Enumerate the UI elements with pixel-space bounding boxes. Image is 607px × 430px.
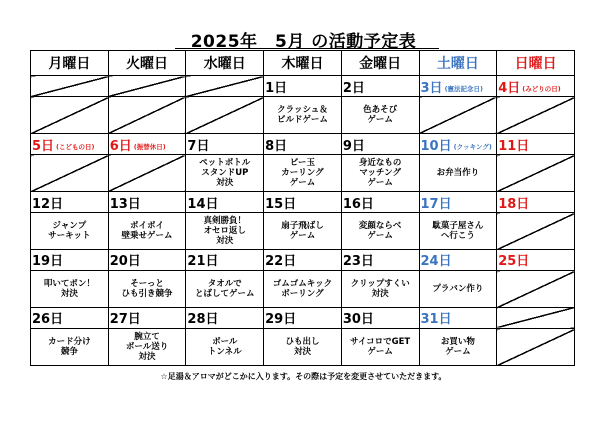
activity-cell-wednesday	[186, 97, 264, 134]
weekday-wednesday: 水曜日	[186, 51, 264, 76]
activity-cell-friday	[341, 329, 419, 366]
footnote: ☆足湯＆アロマがどこかに入ります。その際は予定を変更させていただきます。	[160, 372, 447, 381]
activity-text: カード分け 競争	[48, 337, 91, 357]
weekday-monday: 月曜日	[31, 51, 109, 76]
date-cell-sunday	[497, 249, 575, 270]
date-number: 15日	[265, 196, 297, 212]
activity-text: クラッシュ＆ ビルドゲーム	[277, 105, 328, 126]
date-number: 30日	[342, 312, 374, 328]
date-cell-friday	[341, 249, 419, 270]
page-title: 2025年 5月 の活動予定表	[190, 32, 417, 52]
activity-cell-friday	[341, 155, 419, 192]
activity-text: お弁当作り	[436, 168, 480, 179]
date-number: 7日	[187, 138, 210, 154]
activity-cell-tuesday	[108, 329, 186, 366]
activity-text: ポイポイ 壁乗せゲーム	[121, 221, 173, 241]
activity-cell-thursday	[264, 213, 342, 250]
holiday-note: (憲法記念日)	[444, 84, 484, 93]
activity-text: ゴムゴムキック ボーリング	[272, 278, 333, 299]
activity-cell-sunday	[497, 329, 575, 366]
holiday-note: (みどりの日)	[522, 84, 561, 93]
date-cell-monday	[31, 133, 109, 154]
activity-text: 色あそび ゲーム	[363, 105, 398, 126]
activity-text: ペットボトル スタンドUP 対決	[199, 158, 251, 189]
activity-cell-tuesday	[108, 97, 186, 134]
week-date-row	[31, 133, 575, 154]
date-cell-sunday	[497, 76, 575, 97]
activity-cell-sunday	[497, 155, 575, 192]
date-number: 29日	[265, 312, 297, 328]
date-cell-thursday	[264, 191, 342, 212]
date-number: 10日	[420, 138, 452, 154]
date-number: 25日	[498, 254, 530, 270]
holiday-note: (こどもの日)	[56, 142, 95, 151]
date-cell-monday	[31, 307, 109, 328]
date-number: 8日	[265, 138, 288, 154]
activity-cell-thursday	[264, 97, 342, 134]
date-cell-monday	[31, 76, 109, 97]
date-cell-friday	[341, 191, 419, 212]
date-cell-saturday	[419, 191, 497, 212]
date-number: 24日	[420, 254, 452, 270]
activity-cell-wednesday	[186, 329, 264, 366]
date-number: 20日	[109, 254, 141, 270]
date-cell-wednesday	[186, 307, 264, 328]
activity-cell-tuesday	[108, 155, 186, 192]
date-number: 11日	[498, 138, 530, 154]
date-cell-monday	[31, 191, 109, 212]
activity-cell-tuesday	[108, 271, 186, 308]
activity-cell-sunday	[497, 213, 575, 250]
date-cell-tuesday	[108, 76, 186, 97]
activity-text: プラバン作り	[432, 283, 484, 294]
activity-text: 駄菓子屋さん へ行こう	[432, 221, 484, 241]
date-number: 12日	[32, 196, 64, 212]
date-cell-tuesday	[108, 307, 186, 328]
activity-cell-monday	[31, 213, 109, 250]
activity-text: ビー玉 カーリング ゲーム	[281, 158, 324, 189]
activity-text: 真剣勝負！ オセロ返し 対決	[203, 216, 247, 246]
date-cell-tuesday	[108, 249, 186, 270]
activity-text: そーっと ひも引き競争	[121, 278, 173, 299]
activity-text: 叩いてポン！ 対決	[43, 278, 95, 299]
activity-text: 腕立て ボール送り 対決	[125, 332, 169, 362]
date-number: 26日	[32, 312, 64, 328]
date-cell-thursday	[264, 307, 342, 328]
activity-cell-saturday	[419, 97, 497, 134]
week-date-row	[31, 249, 575, 270]
week-activity-row	[31, 213, 575, 250]
date-number: 28日	[187, 312, 219, 328]
week-date-row	[31, 307, 575, 328]
date-number: 17日	[420, 196, 452, 212]
weekday-sunday: 日曜日	[497, 51, 575, 76]
date-cell-saturday	[419, 307, 497, 328]
week-activity-row	[31, 155, 575, 192]
activity-text: クリップすくい 対決	[350, 278, 410, 299]
activity-text: 身近なもの マッチング ゲーム	[358, 158, 402, 189]
activity-cell-sunday	[497, 97, 575, 134]
date-number: 4日	[498, 80, 521, 96]
activity-cell-saturday	[419, 271, 497, 308]
activity-text: ジャンプ サーキット	[48, 221, 91, 241]
activity-cell-wednesday	[186, 271, 264, 308]
holiday-note: (振替休日)	[133, 142, 166, 151]
activity-cell-saturday	[419, 213, 497, 250]
activity-cell-monday	[31, 329, 109, 366]
date-cell-friday	[341, 307, 419, 328]
date-cell-wednesday	[186, 76, 264, 97]
weekday-thursday: 木曜日	[264, 51, 342, 76]
activity-cell-tuesday	[108, 213, 186, 250]
activity-text: 変顔ならべ ゲーム	[358, 221, 402, 241]
activity-text: 扇子飛ばし ゲーム	[281, 221, 324, 241]
week-date-row	[31, 76, 575, 97]
date-number: 2日	[342, 80, 365, 96]
weekday-saturday: 土曜日	[419, 51, 497, 76]
activity-cell-friday	[341, 97, 419, 134]
activity-cell-friday	[341, 271, 419, 308]
date-cell-tuesday	[108, 133, 186, 154]
date-cell-sunday	[497, 191, 575, 212]
activity-cell-thursday	[264, 329, 342, 366]
date-cell-monday	[31, 249, 109, 270]
activity-cell-friday	[341, 213, 419, 250]
date-number: 6日	[109, 138, 132, 154]
date-number: 31日	[420, 312, 452, 328]
date-number: 5日	[32, 138, 55, 154]
date-number: 16日	[342, 196, 374, 212]
weekday-header-row	[31, 51, 575, 76]
date-number: 22日	[265, 254, 297, 270]
activity-cell-thursday	[264, 271, 342, 308]
date-number: 27日	[109, 312, 141, 328]
activity-cell-wednesday	[186, 155, 264, 192]
activity-calendar	[30, 50, 575, 366]
week-date-row	[31, 191, 575, 212]
date-cell-thursday	[264, 76, 342, 97]
date-number: 3日	[420, 80, 443, 96]
activity-cell-monday	[31, 97, 109, 134]
activity-text: サイコロでGET ゲーム	[350, 337, 411, 357]
date-cell-thursday	[264, 249, 342, 270]
activity-text: お買い物 ゲーム	[440, 337, 475, 357]
holiday-note: (クッキング)	[453, 142, 492, 151]
activity-cell-thursday	[264, 155, 342, 192]
date-cell-saturday	[419, 249, 497, 270]
week-activity-row	[31, 329, 575, 366]
date-cell-wednesday	[186, 191, 264, 212]
date-number: 9日	[342, 138, 365, 154]
date-number: 1日	[265, 80, 288, 96]
date-cell-tuesday	[108, 191, 186, 212]
date-cell-saturday	[419, 76, 497, 97]
activity-cell-monday	[31, 271, 109, 308]
date-cell-friday	[341, 76, 419, 97]
date-number: 13日	[109, 196, 141, 212]
activity-cell-sunday	[497, 271, 575, 308]
activity-cell-monday	[31, 155, 109, 192]
date-number: 21日	[187, 254, 219, 270]
date-cell-thursday	[264, 133, 342, 154]
activity-text: ボール トンネル	[207, 337, 242, 357]
week-activity-row	[31, 97, 575, 134]
date-cell-wednesday	[186, 249, 264, 270]
activity-cell-wednesday	[186, 213, 264, 250]
date-cell-friday	[341, 133, 419, 154]
activity-text: ひも出し 対決	[285, 337, 320, 357]
date-number: 23日	[342, 254, 374, 270]
weekday-tuesday: 火曜日	[108, 51, 186, 76]
date-cell-sunday	[497, 133, 575, 154]
activity-text: タオルで とばしてゲーム	[195, 278, 255, 299]
date-number: 18日	[498, 196, 530, 212]
weekday-friday: 金曜日	[341, 51, 419, 76]
date-number: 19日	[32, 254, 64, 270]
title-underline	[175, 48, 439, 49]
date-cell-sunday	[497, 307, 575, 328]
activity-cell-saturday	[419, 155, 497, 192]
date-number: 14日	[187, 196, 219, 212]
date-cell-wednesday	[186, 133, 264, 154]
activity-cell-saturday	[419, 329, 497, 366]
date-cell-saturday	[419, 133, 497, 154]
week-activity-row	[31, 271, 575, 308]
